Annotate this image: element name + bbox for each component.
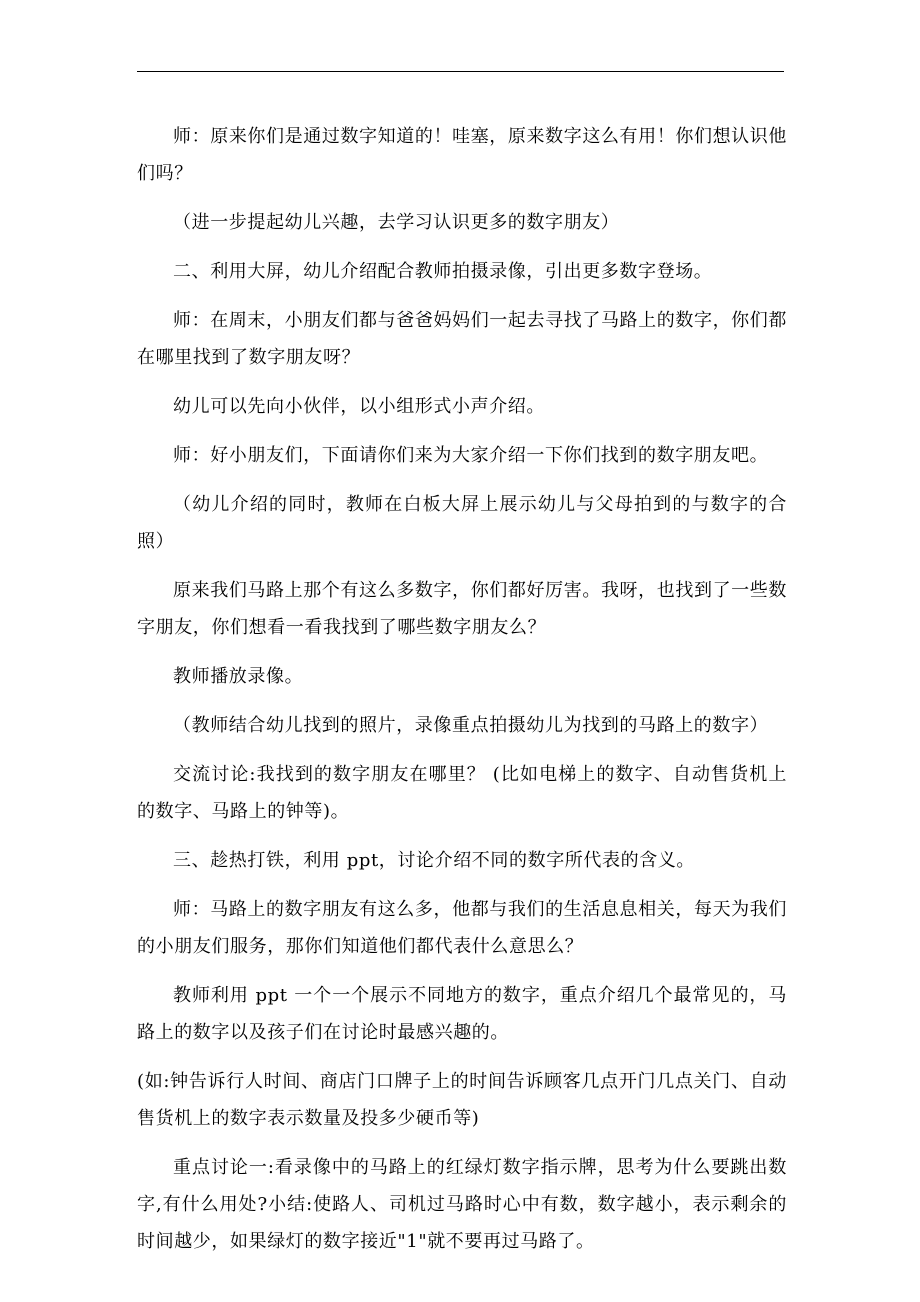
section-heading: 三、趁热打铁，利用 ppt，讨论介绍不同的数字所代表的含义。 bbox=[173, 850, 695, 871]
document-body bbox=[137, 118, 787, 1272]
paragraph: 师：好小朋友们，下面请你们来为大家介绍一下你们找到的数字朋友吧。 bbox=[173, 445, 769, 466]
paragraph: 幼儿可以先向小伙伴，以小组形式小声介绍。 bbox=[173, 396, 545, 417]
paragraph: （幼儿介绍的同时，教师在白板大屏上展示幼儿与父母拍到的与数字的合照） bbox=[137, 494, 787, 552]
paragraph: 原来我们马路上那个有这么多数字，你们都好厉害。我呀，也找到了一些数字朋友，你们想看一看我找到了哪些数字朋友么？ bbox=[137, 580, 787, 638]
paragraph: (如:钟告诉行人时间、商店门口牌子上的时间告诉顾客几点开门几点关门、自动售货机上的数字表示数量及投多少硬币等) bbox=[137, 1071, 787, 1129]
section-heading: 二、利用大屏，幼儿介绍配合教师拍摄录像，引出更多数字登场。 bbox=[173, 261, 713, 282]
paragraph: 交流讨论:我找到的数字朋友在哪里？ (比如电梯上的数字、自动售货机上的数字、马路上的钟等)。 bbox=[137, 764, 787, 822]
paragraph: （进一步提起幼儿兴趣，去学习认识更多的数字朋友） bbox=[173, 212, 620, 233]
paragraph: 师：原来你们是通过数字知道的！哇塞，原来数字这么有用！你们想认识他们吗？ bbox=[137, 126, 787, 184]
paragraph: 师：在周末，小朋友们都与爸爸妈妈们一起去寻找了马路上的数字，你们都在哪里找到了数字朋友呀？ bbox=[137, 310, 787, 368]
paragraph: （教师结合幼儿找到的照片，录像重点拍摄幼儿为找到的马路上的数字） bbox=[173, 715, 769, 736]
paragraph: 教师利用 ppt 一个一个展示不同地方的数字，重点介绍几个最常见的，马路上的数字以及孩子们在讨论时最感兴趣的。 bbox=[137, 985, 787, 1043]
header-rule bbox=[137, 71, 784, 72]
paragraph: 重点讨论一:看录像中的马路上的红绿灯数字指示牌，思考为什么要跳出数字,有什么用处?小结:使路人、司机过马路时心中有数，数字越小，表示剩余的时间越少，如果绿灯的数字接近"1"就不要再过马路了。 bbox=[137, 1157, 787, 1252]
paragraph: 教师播放录像。 bbox=[173, 666, 304, 687]
paragraph: 师：马路上的数字朋友有这么多，他都与我们的生活息息相关，每天为我们的小朋友们服务，那你们知道他们都代表什么意思么？ bbox=[137, 899, 787, 957]
